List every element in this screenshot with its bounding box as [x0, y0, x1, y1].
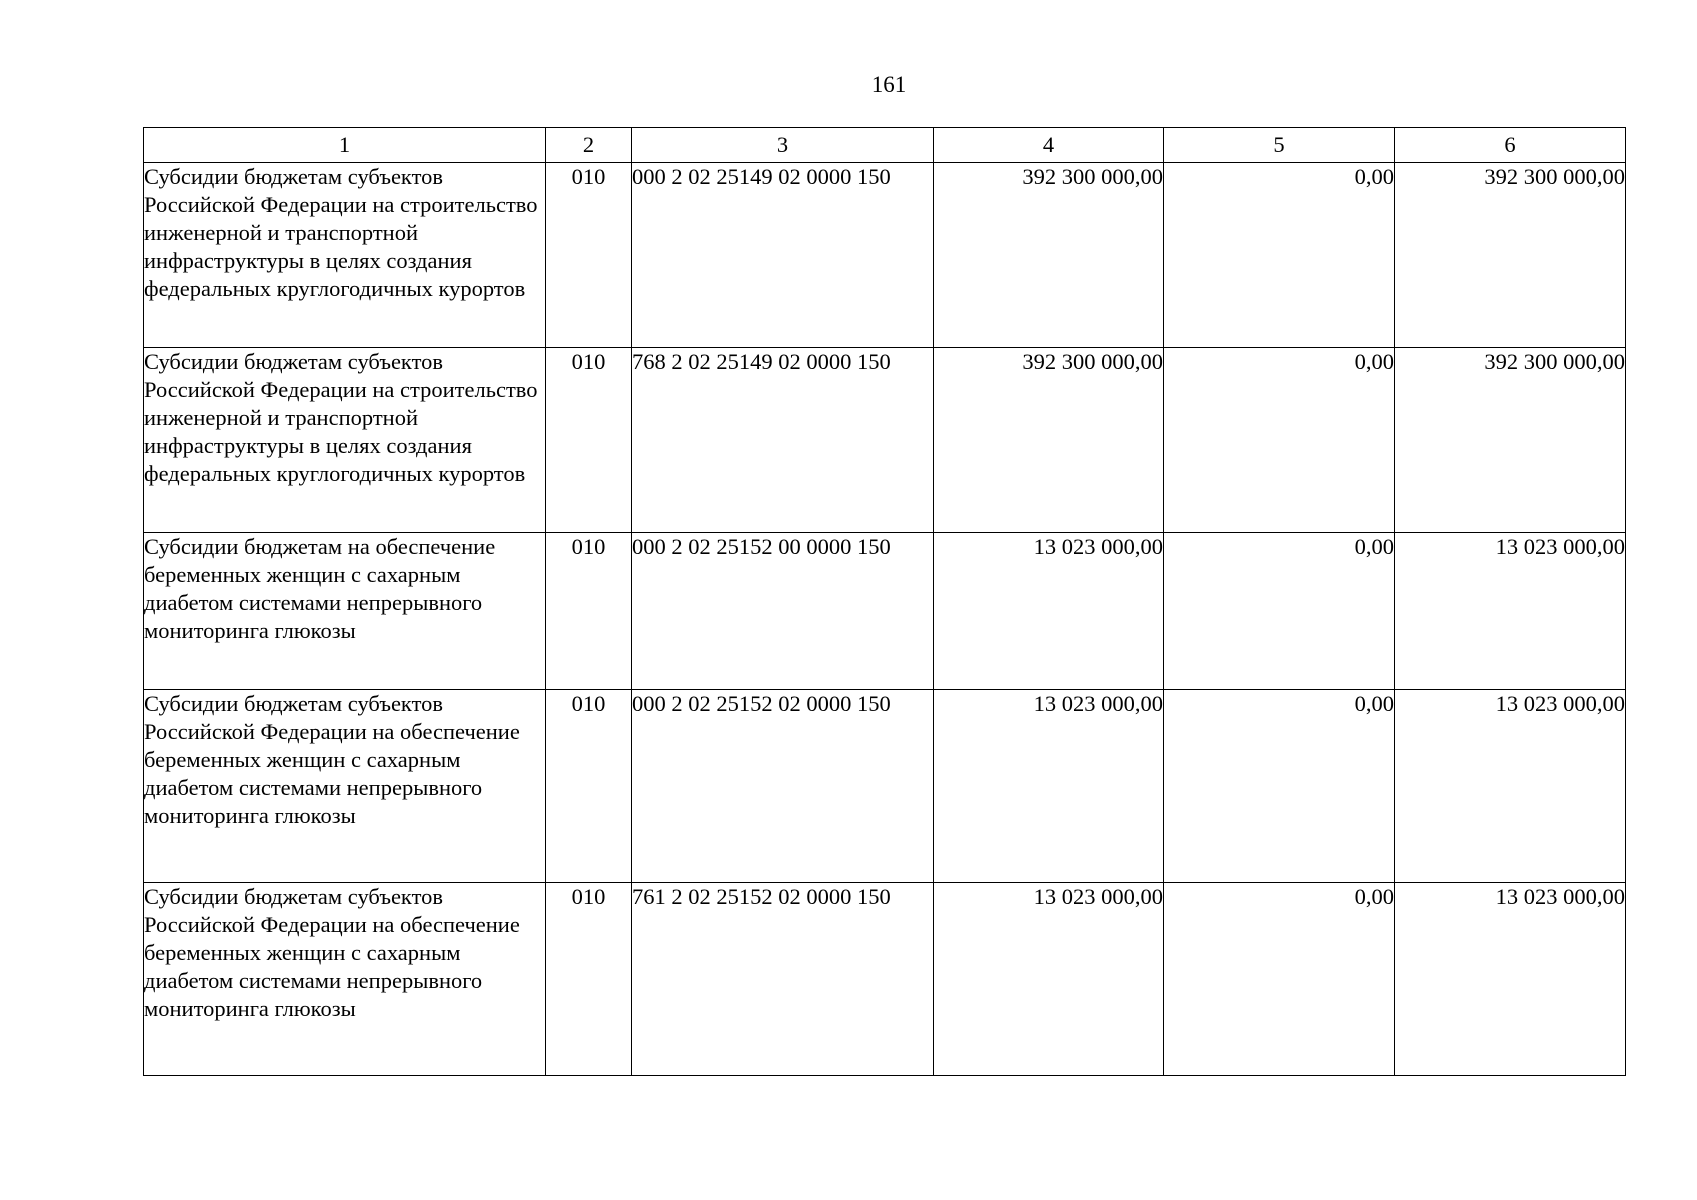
table-header-row: [144, 128, 1626, 163]
income-name-cell: Субсидии бюджетам субъектов Российской Федерации на строительство инженерной и транспортной инфраструктуры в целях создания федеральных круглогодичных курортов: [144, 348, 546, 533]
table-row: [144, 533, 1626, 690]
amount-col5-cell: 0,00: [1164, 690, 1395, 883]
amount-col6-cell: 13 023 000,00: [1395, 533, 1626, 690]
column-header-5: 5: [1164, 128, 1395, 163]
budget-classification-code-cell: 000 2 02 25152 02 0000 150: [632, 690, 934, 883]
amount-col4-cell: 13 023 000,00: [934, 690, 1164, 883]
amount-col5-cell: 0,00: [1164, 883, 1395, 1076]
table-row: [144, 348, 1626, 533]
admin-code-cell: 010: [546, 163, 632, 348]
admin-code-cell: 010: [546, 690, 632, 883]
column-header-3: 3: [632, 128, 934, 163]
budget-classification-code-cell: 000 2 02 25149 02 0000 150: [632, 163, 934, 348]
income-name-cell: Субсидии бюджетам на обеспечение беременных женщин с сахарным диабетом системами непрерывного мониторинга глюкозы: [144, 533, 546, 690]
admin-code-cell: 010: [546, 533, 632, 690]
page-number: 161: [871, 72, 907, 97]
budget-classification-code-cell: 768 2 02 25149 02 0000 150: [632, 348, 934, 533]
budget-table: [143, 127, 1626, 1076]
amount-col4-cell: 13 023 000,00: [934, 883, 1164, 1076]
table-row: [144, 163, 1626, 348]
amount-col4-cell: 392 300 000,00: [934, 348, 1164, 533]
column-header-6: 6: [1395, 128, 1626, 163]
amount-col6-cell: 13 023 000,00: [1395, 690, 1626, 883]
amount-col6-cell: 392 300 000,00: [1395, 348, 1626, 533]
amount-col6-cell: 392 300 000,00: [1395, 163, 1626, 348]
table-row: [144, 883, 1626, 1076]
column-header-4: 4: [934, 128, 1164, 163]
table-row: [144, 690, 1626, 883]
amount-col4-cell: 13 023 000,00: [934, 533, 1164, 690]
budget-classification-code-cell: 000 2 02 25152 00 0000 150: [632, 533, 934, 690]
amount-col4-cell: 392 300 000,00: [934, 163, 1164, 348]
amount-col5-cell: 0,00: [1164, 533, 1395, 690]
amount-col5-cell: 0,00: [1164, 163, 1395, 348]
income-name-cell: Субсидии бюджетам субъектов Российской Федерации на обеспечение беременных женщин с сахарным диабетом системами непрерывного мониторинга глюкозы: [144, 690, 546, 883]
column-header-1: 1: [144, 128, 546, 163]
admin-code-cell: 010: [546, 348, 632, 533]
amount-col6-cell: 13 023 000,00: [1395, 883, 1626, 1076]
amount-col5-cell: 0,00: [1164, 348, 1395, 533]
income-name-cell: Субсидии бюджетам субъектов Российской Федерации на обеспечение беременных женщин с сахарным диабетом системами непрерывного мониторинга глюкозы: [144, 883, 546, 1076]
income-name-cell: Субсидии бюджетам субъектов Российской Федерации на строительство инженерной и транспортной инфраструктуры в целях создания федеральных круглогодичных курортов: [144, 163, 546, 348]
budget-classification-code-cell: 761 2 02 25152 02 0000 150: [632, 883, 934, 1076]
column-header-2: 2: [546, 128, 632, 163]
admin-code-cell: 010: [546, 883, 632, 1076]
